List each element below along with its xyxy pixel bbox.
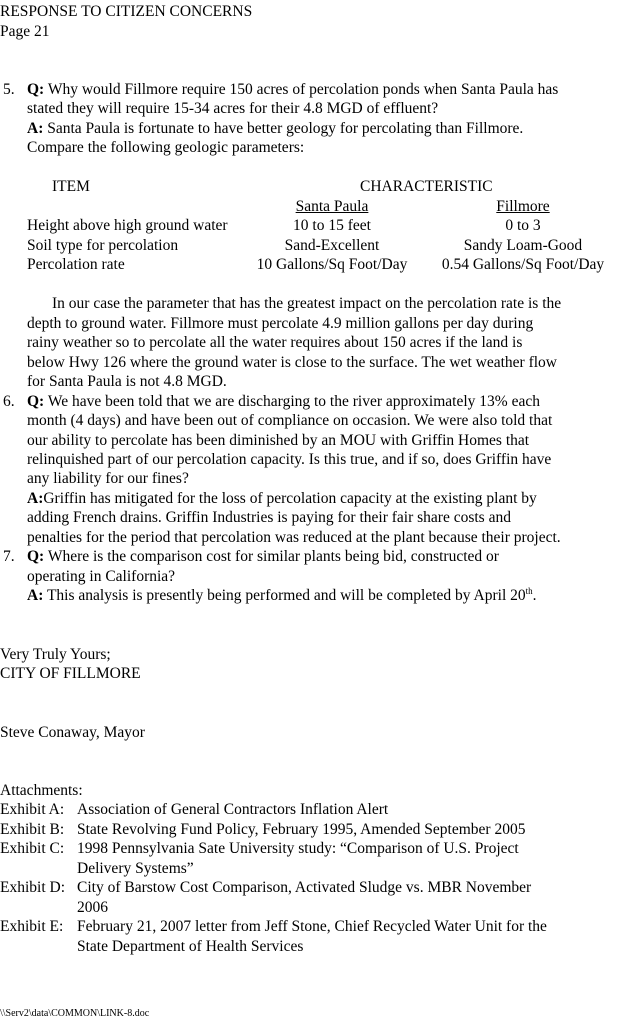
table-row — [0, 216, 640, 236]
question-line: our ability to percolate has been diminished by an MOU with Griffin Homes that — [27, 432, 530, 449]
question-line: any liability for our fines? — [27, 470, 189, 487]
question-label: Q: — [27, 81, 45, 98]
table-cell-item: Percolation rate — [27, 256, 125, 273]
table-cell-item: Height above high ground water — [27, 217, 228, 234]
exhibit-description: Delivery Systems” — [77, 860, 194, 877]
table-row — [0, 236, 640, 256]
question-line: Why would Fillmore require 150 acres of percolation ponds when Santa Paula has — [47, 81, 559, 98]
item-number: 5. — [3, 81, 15, 98]
exhibit-description: 2006 — [77, 899, 108, 916]
exhibit-label: Exhibit A: — [0, 801, 65, 818]
table-cell-fillmore: 0 to 3 — [505, 217, 541, 234]
answer-label: A: — [27, 120, 44, 137]
exhibit-description: State Revolving Fund Policy, February 1995, Amended September 2005 — [77, 821, 526, 838]
table-cell-santa-paula: 10 to 15 feet — [293, 217, 371, 234]
question-line: operating in California? — [27, 568, 176, 585]
question-label: Q: — [27, 393, 45, 410]
table-cell-fillmore: Sandy Loam-Good — [463, 237, 583, 254]
answer-superscript: th — [525, 585, 533, 596]
column-header-fillmore: Fillmore — [496, 198, 550, 215]
file-path-footer: \\Serv2\data\COMMON\LINK-8.doc — [0, 1008, 150, 1019]
exhibit-label: Exhibit C: — [0, 840, 65, 857]
answer-line: adding French drains. Griffin Industries is paying for their fair share costs and — [27, 509, 511, 526]
question-label: Q: — [27, 548, 45, 565]
answer-line: Santa Paula is fortunate to have better geology for percolating than Fillmore. — [47, 120, 524, 137]
question-line: relinquished part of our percolation capacity. Is this true, and if so, does Griffin have — [27, 451, 552, 468]
question-line: We have been told that we are discharging to the river approximately 13% each — [47, 393, 540, 410]
table-cell-santa-paula: 10 Gallons/Sq Foot/Day — [256, 256, 408, 273]
answer-line: Griffin has mitigated for the loss of percolation capacity at the existing plant by — [43, 490, 537, 507]
table-cell-santa-paula: Sand-Excellent — [284, 237, 380, 254]
paragraph-line: depth to ground water. Fillmore must percolate 4.9 million gallons per day during — [27, 315, 534, 332]
answer-line-end: . — [532, 587, 537, 604]
answer-label: A: — [27, 490, 44, 507]
answer-line: This analysis is presently being performed and will be completed by April 20 — [46, 587, 526, 604]
exhibit-description: City of Barstow Cost Comparison, Activated Sludge vs. MBR November — [77, 879, 532, 896]
table-header-characteristic: CHARACTERISTIC — [360, 178, 493, 195]
salutation: Very Truly Yours; — [0, 646, 111, 663]
exhibit-label: Exhibit B: — [0, 821, 65, 838]
exhibit-description: February 21, 2007 letter from Jeff Stone, Chief Recycled Water Unit for the — [77, 918, 547, 935]
item-number: 7. — [3, 548, 15, 565]
table-header-item: ITEM — [52, 178, 90, 195]
exhibit-label: Exhibit E: — [0, 918, 64, 935]
paragraph-line: for Santa Paula is not 4.8 MGD. — [27, 373, 227, 390]
table-row — [0, 255, 640, 275]
column-header-santa-paula: Santa Paula — [295, 198, 369, 215]
exhibit-description: State Department of Health Services — [77, 938, 304, 955]
answer-line: Compare the following geologic parameters: — [27, 139, 305, 156]
page-number: Page 21 — [0, 23, 50, 40]
attachments-heading: Attachments: — [0, 782, 83, 799]
answer-line: penalties for the period that percolation was reduced at the plant because their project. — [27, 529, 561, 546]
item-number: 6. — [3, 393, 15, 410]
paragraph-line: below Hwy 126 where the ground water is close to the surface. The wet weather flow — [27, 354, 557, 371]
table-cell-fillmore: 0.54 Gallons/Sq Foot/Day — [441, 256, 605, 273]
question-line: Where is the comparison cost for similar plants being bid, constructed or — [47, 548, 499, 565]
paragraph-line: In our case the parameter that has the greatest impact on the percolation rate is the — [52, 295, 562, 312]
organization-name: CITY OF FILLMORE — [0, 665, 141, 682]
table-cell-item: Soil type for percolation — [27, 237, 179, 254]
document-title: RESPONSE TO CITIZEN CONCERNS — [0, 3, 253, 20]
exhibit-label: Exhibit D: — [0, 879, 66, 896]
paragraph-line: rainy weather so to percolate all the water requires about 150 acres if the land is — [27, 334, 523, 351]
exhibit-description: 1998 Pennsylvania Sate University study: “Comparison of U.S. Project — [77, 840, 519, 857]
question-line: stated they will require 15-34 acres for their 4.8 MGD of effluent? — [27, 100, 439, 117]
answer-label: A: — [27, 587, 44, 604]
question-line: month (4 days) and have been out of compliance on occasion. We were also told that — [27, 412, 553, 429]
signer-name: Steve Conaway, Mayor — [0, 724, 145, 741]
exhibit-description: Association of General Contractors Inflation Alert — [77, 801, 389, 818]
